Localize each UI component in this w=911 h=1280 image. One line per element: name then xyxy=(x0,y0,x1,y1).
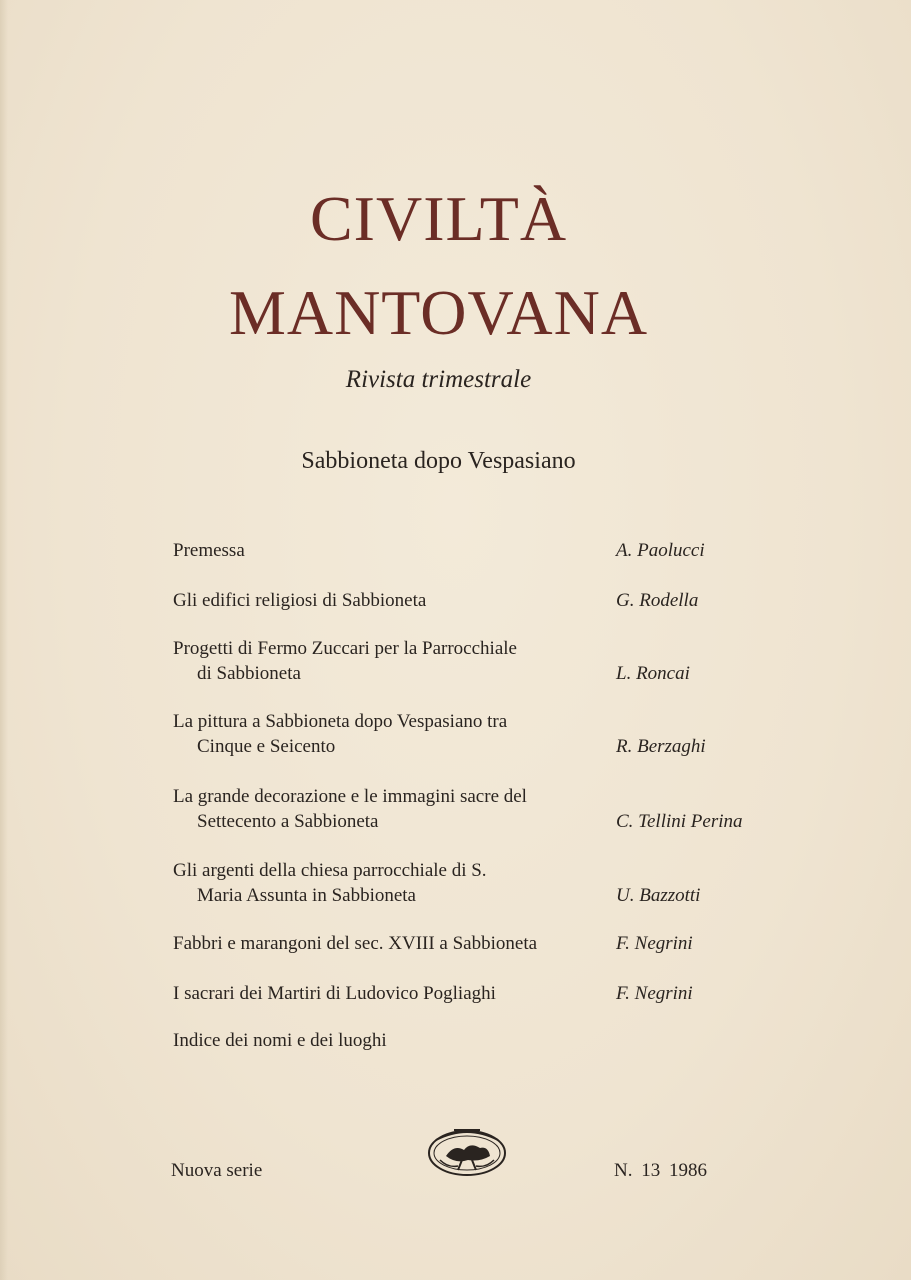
toc-entry-title-line2: Cinque e Seicento xyxy=(197,736,336,757)
toc-entry-title xyxy=(173,1028,598,1053)
journal-title-line1: CIVILTÀ xyxy=(309,183,568,254)
toc-entry-title xyxy=(173,981,598,1006)
publisher-emblem-icon xyxy=(424,1120,510,1182)
toc-entry-title xyxy=(173,784,598,834)
toc-entry-title-line1: Progetti di Fermo Zuccari per la Parrocchiale xyxy=(173,638,517,659)
toc-entry-title-line2: Maria Assunta in Sabbioneta xyxy=(197,885,416,906)
journal-subtitle: Rivista trimestrale xyxy=(345,366,532,393)
toc-entry-title xyxy=(173,858,598,908)
issue-title: Sabbioneta dopo Vespasiano xyxy=(301,448,576,474)
journal-title-line2: MANTOVANA xyxy=(228,277,649,348)
series-label: Nuova serie xyxy=(171,1160,263,1181)
toc-entry-author: L. Roncai xyxy=(616,663,690,684)
toc-entry-title xyxy=(173,931,613,956)
toc-entry-author: G. Rodella xyxy=(616,590,699,611)
toc-entry-author: U. Bazzotti xyxy=(616,885,701,906)
toc-entry-author: R. Berzaghi xyxy=(616,736,706,757)
toc-entry-title-line1: La pittura a Sabbioneta dopo Vespasiano tra xyxy=(173,711,508,732)
toc-entry-title xyxy=(173,588,598,613)
toc-entry-title xyxy=(173,636,598,686)
toc-entry-title xyxy=(173,709,598,759)
toc-entry-author: C. Tellini Perina xyxy=(616,811,743,832)
toc-entry-title-line1: Gli argenti della chiesa parrocchiale di S. xyxy=(173,860,487,881)
toc-entry-title-line1: I sacrari dei Martiri di Ludovico Pogliaghi xyxy=(173,983,496,1004)
toc-entry-title-line1: Indice dei nomi e dei luoghi xyxy=(173,1030,387,1051)
toc-entry-title-line1: Gli edifici religiosi di Sabbioneta xyxy=(173,590,427,611)
toc-entry-author: F. Negrini xyxy=(616,933,693,954)
toc-entry-title-line1: Fabbri e marangoni del sec. XVIII a Sabbioneta xyxy=(173,933,538,954)
toc-entry-title-line1: La grande decorazione e le immagini sacre del xyxy=(173,786,527,807)
toc-entry-title-line1: Premessa xyxy=(173,540,245,561)
toc-entry-author: F. Negrini xyxy=(616,983,693,1004)
toc-entry-title-line2: di Sabbioneta xyxy=(197,663,301,684)
toc-entry-author: A. Paolucci xyxy=(616,540,705,561)
issue-number: N. 13 1986 xyxy=(614,1160,707,1181)
toc-entry-title-line2: Settecento a Sabbioneta xyxy=(197,811,379,832)
toc-entry-title xyxy=(173,538,598,563)
